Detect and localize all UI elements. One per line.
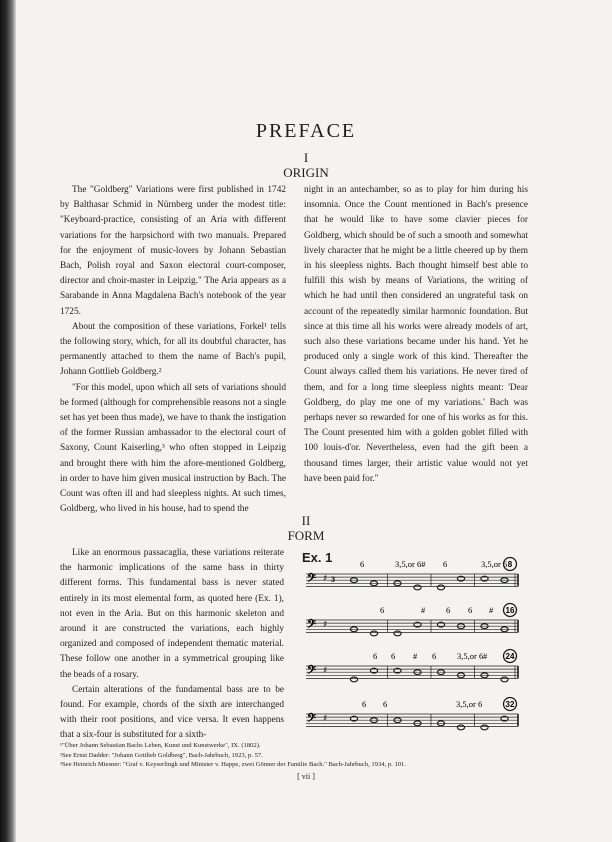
section-number: II (301, 513, 311, 528)
figured-bass-figure: # (413, 651, 418, 661)
time-signature: 3 (331, 575, 335, 584)
footnotes (60, 741, 530, 770)
form-column (60, 546, 284, 744)
figured-bass-figure: # (483, 651, 488, 661)
figured-bass-figure: 3,5,or 6 (481, 559, 508, 569)
figured-bass-figure: 6 (443, 559, 448, 569)
staff-row (306, 558, 518, 590)
figured-bass-figure: 3,5,or 6# (395, 559, 426, 569)
measure-number: 32 (505, 700, 515, 709)
section-heading: ORIGIN (283, 165, 329, 180)
figured-bass-figure: 6 (380, 605, 385, 615)
measure-number: 16 (505, 606, 515, 615)
sharp-key-signature-icon: ♯ (323, 620, 328, 630)
staff-row (306, 650, 518, 682)
figured-bass-figure: 6 (362, 699, 367, 709)
footnote: ³See Heinrich Miesner: "Graf v. Keyserlingk und Minister v. Happe, zwei Gönner der Familie Bach." Bach-Jahrbuch, 1934, p. 101. (60, 761, 406, 768)
whole-note (481, 725, 488, 730)
figured-bass-figure: 6 (360, 559, 365, 569)
whole-note (394, 631, 401, 636)
whole-note (414, 585, 421, 590)
paragraph: night in an antechamber, so as to play for him during his insomnia. Once the Count mentioned in Bach's presence that he would like to have some clavier pieces for Goldberg, which should be of such a smooth and somewhat lively character that he might be a little cheered up by them in his sleepless nights. Bach thought himself best able to fulfill this wish by means of Variations, the writing of which he had until then considered an ungrateful task on account of the repeatedly similar harmonic foundation. But since at this time all his works were already models of art, such also these variations became under his hand. Yet he produced only a single work of this kind. Thereafter the Count always called them his variations. He never tired of them, and for a long time sleepless nights meant: 'Dear Goldberg, do play me one of my variations.' Bach was perhaps never so rewarded for one of his works as for this. The Count presented him with a golden goblet filled with 100 louis-d'or. Nevertheless, even had the gift been a thousand times larger, their artistic value would not yet have been paid for." (304, 185, 528, 484)
paragraph: About the composition of these variations, Forkel¹ tells the following story, which, for all its doubtful character, has permanently attached to them the name of Bach's pupil, Johann Gottlieb Goldberg.² (60, 321, 286, 378)
sharp-key-signature-icon: ♯ (323, 574, 328, 584)
bass-clef-icon: 𝄢 (307, 664, 317, 680)
whole-note (370, 631, 377, 636)
footnote: ¹"Über Johann Sebastian Bachs Leben, Kunst und Kunstwerke", IX. (1802). (60, 742, 261, 749)
bass-clef-icon: 𝄢 (307, 618, 317, 634)
paragraph: "For this model, upon which all sets of variations should be formed (although for comprehensible reasons not a single set has yet been thus made), we have to thank the instigation of the former Russian ambassador to the electoral court of Saxony, Count Kaiserling,³ who often stopped in Leipzig and brought there with him the afore-mentioned Goldberg, in order to have him given musical instruction by Bach. The Count was often ill and had sleepless nights. At such times, Goldberg, who lived in his house, had to spend the (60, 382, 286, 515)
measure-number: 24 (505, 652, 515, 661)
measure-number: 8 (507, 560, 513, 569)
example-label: Ex. 1 (302, 550, 333, 565)
staff-row (306, 698, 518, 730)
figured-bass-figure: 6 (468, 605, 473, 615)
origin-column-right (304, 183, 528, 487)
figured-bass-figure: 6 (446, 605, 451, 615)
bass-clef-icon: 𝄢 (307, 712, 317, 728)
footnote: ²See Ernst Dadder: "Johann Gottlieb Goldberg", Bach-Jahrbuch, 1923, p. 57. (60, 751, 263, 759)
music-example-figured-bass (296, 552, 530, 748)
paragraph: The "Goldberg" Variations were first published in 1742 by Balthasar Schmid in Nürnberg under the modest title: "Keyboard-practice, consisting of an Aria with different variations for the harpsichord with two manuals. Prepared for the enjoyment of music-lovers by Johann Sebastian Bach, Polish royal and Saxon electoral court-composer, director and choir-master in Leipzig." The Aria appears as a Sarabande in Anna Magdalena Bach's notebook of the year 1725. (60, 185, 286, 317)
staff-row (306, 604, 518, 636)
figured-bass-figure: 3,5,or 6 (457, 651, 484, 661)
section-number: I (303, 150, 309, 165)
whole-note (437, 585, 444, 590)
section-heading: FORM (287, 528, 325, 543)
paragraph: Like an enormous passacaglia, these variations reiterate the harmonic implications of the same bass in thirty different forms. This fundamental bass is never stated entirely in its most elemental form, as quoted here (Ex. 1), not even in the Aria. But on this harmonic skeleton and around it are constructed the variations, each highly organized and composed of independent thematic material. These follow one another in a symmetrical grouping like the beads of a rosary. (60, 548, 284, 680)
sharp-key-signature-icon: ♯ (323, 714, 328, 724)
figured-bass-figure: 6 (432, 651, 437, 661)
figured-bass-figure: 6 (373, 651, 378, 661)
page-title: PREFACE (255, 120, 357, 142)
sharp-key-signature-icon: ♯ (323, 666, 328, 676)
paragraph: Certain alterations of the fundamental bass are to be found. For example, chords of the sixth are interchanged with their root positions, and vice versa. It even happens that a six-four is substituted for a sixth- (60, 684, 284, 741)
whole-note (501, 677, 508, 682)
page-number: [ vii ] (297, 772, 315, 781)
whole-note (457, 725, 464, 730)
figured-bass-figure: # (421, 605, 426, 615)
figured-bass-figure: 6 (391, 651, 396, 661)
figured-bass-figure: 3,5,or 6 (456, 699, 483, 709)
bass-clef-icon: 𝄢 (307, 572, 317, 588)
figured-bass-figure: 6 (383, 699, 388, 709)
figured-bass-figure: # (489, 605, 494, 615)
whole-note (350, 677, 357, 682)
origin-column-left (60, 183, 286, 517)
